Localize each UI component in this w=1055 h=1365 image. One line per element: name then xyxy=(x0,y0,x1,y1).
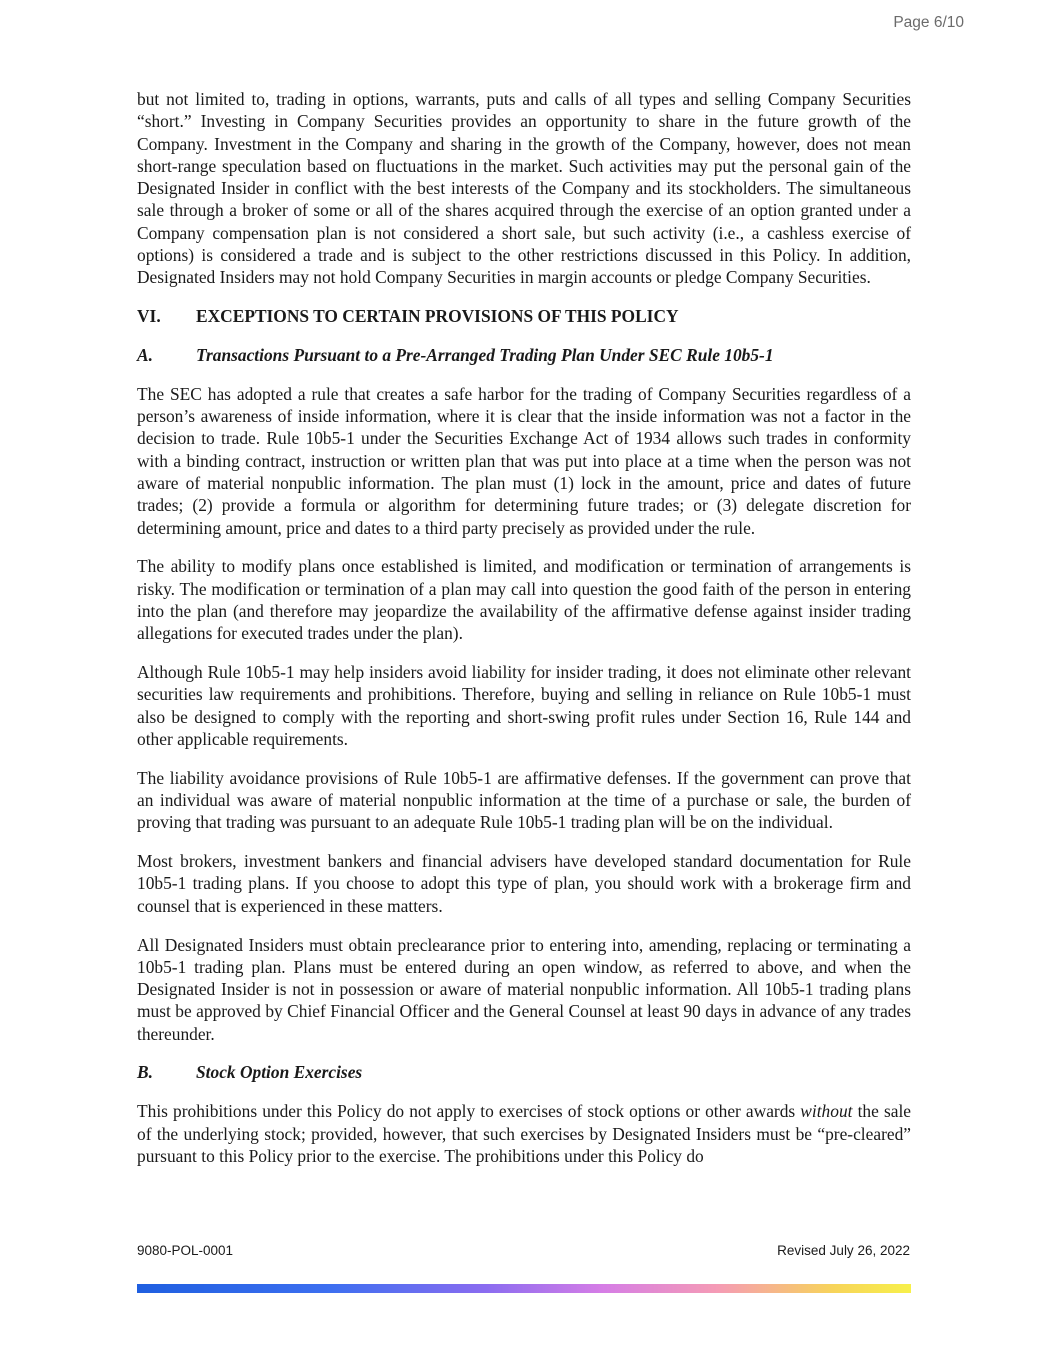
paragraph-b1-emphasis: without xyxy=(800,1101,853,1122)
page-number: Page 6/10 xyxy=(893,14,964,31)
subsection-heading-b xyxy=(137,1061,911,1083)
paragraph-b1-start: This prohibitions under this Policy do not apply to exercises of stock options or other awards xyxy=(137,1101,801,1122)
footer-revised-date: Revised July 26, 2022 xyxy=(777,1243,910,1258)
subsection-number: B. xyxy=(137,1062,153,1083)
section-title: EXCEPTIONS TO CERTAIN PROVISIONS OF THIS POLICY xyxy=(196,306,679,327)
paragraph-a4: The liability avoidance provisions of Rule 10b5-1 are affirmative defenses. If the government can prove that an individual was aware of material nonpublic information at the time of a purchase or sale, the burden of proving that trading was pursuant to an adequate Rule 10b5-1 trading plan will be on the individual. xyxy=(137,767,911,833)
footer-gradient-bar xyxy=(137,1284,911,1293)
document-body xyxy=(137,88,911,1167)
subsection-heading-a xyxy=(137,344,911,366)
paragraph-a2: The ability to modify plans once established is limited, and modification or termination of arrangements is risky. The modification or termination of a plan may call into question the good faith of the person in entering into the plan (and therefore may jeopardize the availability of the affirmative defense against insider trading allegations for executed trades under the plan). xyxy=(137,556,911,644)
paragraph-a6: All Designated Insiders must obtain preclearance prior to entering into, amending, replacing or terminating a 10b5-1 trading plan. Plans must be entered during an open window, as referred to above, and when the Designated Insider is not in possession or aware of material nonpublic information. All 10b5-1 trading plans must be approved by Chief Financial Officer and the General Counsel at least 90 days in advance of any trades thereunder. xyxy=(137,934,911,1044)
paragraph-b1 xyxy=(137,1100,911,1167)
footer-doc-id: 9080-POL-0001 xyxy=(137,1243,234,1258)
paragraph-a1: The SEC has adopted a rule that creates a safe harbor for the trading of Company Securities regardless of a person’s awareness of inside information, where it is clear that the inside information was not a factor in the decision to trade. Rule 10b5-1 under the Securities Exchange Act of 1934 allows such trades in conformity with a binding contract, instruction or written plan that was put into place at a time when the person was not aware of material nonpublic information. The plan must (1) lock in the amount, price and dates of future trades; (2) provide a formula or algorithm for determining future trades; or (3) delegate discretion for determining amount, price and dates to a third party precisely as provided under the rule. xyxy=(137,383,911,538)
section-number: VI. xyxy=(137,306,161,327)
paragraph-b1-end: the sale of the underlying stock; provided, however, that such exercises by Designated Insiders must be “pre-cleared” pursuant to this Policy prior to the exercise. The prohibitions under this Policy do xyxy=(137,1101,911,1166)
paragraph-a5: Most brokers, investment bankers and financial advisers have developed standard documentation for Rule 10b5-1 trading plans. If you choose to adopt this type of plan, you should work with a brokerage firm and counsel that is experienced in these matters. xyxy=(137,851,911,916)
paragraph-intro: but not limited to, trading in options, warrants, puts and calls of all types and selling Company Securities “short.” Investing in Company Securities provides an opportunity to share in the future growth of the Company. Investment in the Company and sharing in the growth of the Company, however, does not mean short-range speculation based on fluctuations in the market. Such activities may put the personal gain of the Designated Insider in conflict with the best interests of the Company and its stockholders. The simultaneous sale through a broker of some or all of the shares acquired through the exercise of an option granted under a Company compensation plan is not considered a short sale, but such activity (i.e., a cashless exercise of options) is considered a trade and is subject to the other restrictions discussed in this Policy. In addition, Designated Insiders may not hold Company Securities in margin accounts or pledge Company Securities. xyxy=(137,89,911,288)
section-heading-vi xyxy=(137,305,911,327)
subsection-title: Stock Option Exercises xyxy=(196,1062,363,1083)
paragraph-a3: Although Rule 10b5-1 may help insiders avoid liability for insider trading, it does not eliminate other relevant securities law requirements and prohibitions. Therefore, buying and selling in reliance on Rule 10b5-1 must also be designed to comply with the reporting and short-swing profit rules under Section 16, Rule 144 and other applicable requirements. xyxy=(137,662,911,749)
subsection-title: Transactions Pursuant to a Pre-Arranged Trading Plan Under SEC Rule 10b5-1 xyxy=(196,344,774,365)
subsection-number: A. xyxy=(137,344,153,365)
